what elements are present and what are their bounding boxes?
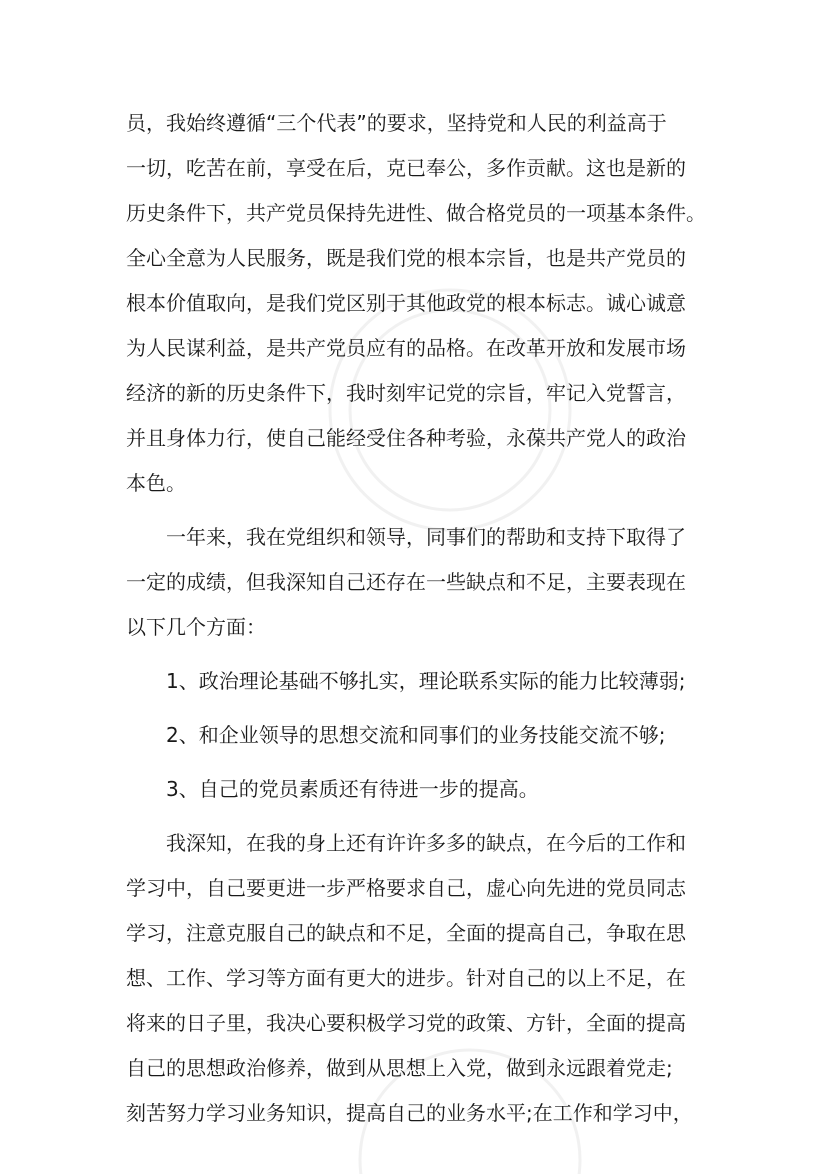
- paragraph-2: [126, 515, 706, 650]
- text-line: 将来的日子里，我决心要积极学习党的政策、方针，全面的提高: [126, 1011, 686, 1035]
- text-line: 想、工作、学习等方面有更大的进步。针对自己的以上不足，在: [126, 966, 686, 990]
- text-line: 根本价值取向，是我们党区别于其他政党的根本标志。诚心诚意: [126, 291, 686, 315]
- text-line: 本色。: [126, 471, 186, 495]
- text-line: 经济的新的历史条件下，我时刻牢记党的宗旨，牢记入党誓言，: [126, 381, 686, 405]
- text-line: 学习，注意克服自己的缺点和不足，全面的提高自己，争取在思: [126, 921, 686, 945]
- text-line: 全心全意为人民服务，既是我们党的根本宗旨，也是共产党员的: [126, 246, 686, 270]
- deficiency-list: [126, 659, 706, 812]
- text-line: 我深知，在我的身上还有许许多多的缺点，在今后的工作和: [166, 831, 686, 855]
- text-line: 一切，吃苦在前，享受在后，克已奉公，多作贡献。这也是新的: [126, 156, 686, 180]
- list-item: 1、政治理论基础不够扎实，理论联系实际的能力比较薄弱;: [166, 669, 686, 693]
- paragraph-3: [126, 821, 706, 1136]
- paragraph-1: [126, 101, 706, 506]
- text-line: 员，我始终遵循“三个代表”的要求，坚持党和人民的利益高于: [126, 111, 667, 135]
- list-item: 2、和企业领导的思想交流和同事们的业务技能交流不够;: [166, 723, 666, 747]
- list-item: 3、自己的党员素质还有待进一步的提高。: [166, 777, 539, 801]
- text-line: 以下几个方面：: [126, 615, 266, 639]
- text-line: 为人民谋利益，是共产党员应有的品格。在改革开放和发展市场: [126, 336, 686, 360]
- text-line: 一定的成绩，但我深知自己还存在一些缺点和不足，主要表现在: [126, 570, 686, 594]
- text-line: 自己的思想政治修养，做到从思想上入党，做到永远跟着党走;: [126, 1056, 673, 1080]
- text-line: 并且身体力行，使自己能经受住各种考验，永葆共产党人的政治: [126, 426, 686, 450]
- text-line: 学习中，自己要更进一步严格要求自己，虚心向先进的党员同志: [126, 876, 686, 900]
- document-body: [126, 101, 706, 1136]
- text-line: 一年来，我在党组织和领导，同事们的帮助和支持下取得了: [166, 525, 686, 549]
- text-line: 刻苦努力学习业务知识，提高自己的业务水平;在工作和学习中，: [126, 1101, 693, 1125]
- text-line: 历史条件下，共产党员保持先进性、做合格党员的一项基本条件。: [126, 201, 706, 225]
